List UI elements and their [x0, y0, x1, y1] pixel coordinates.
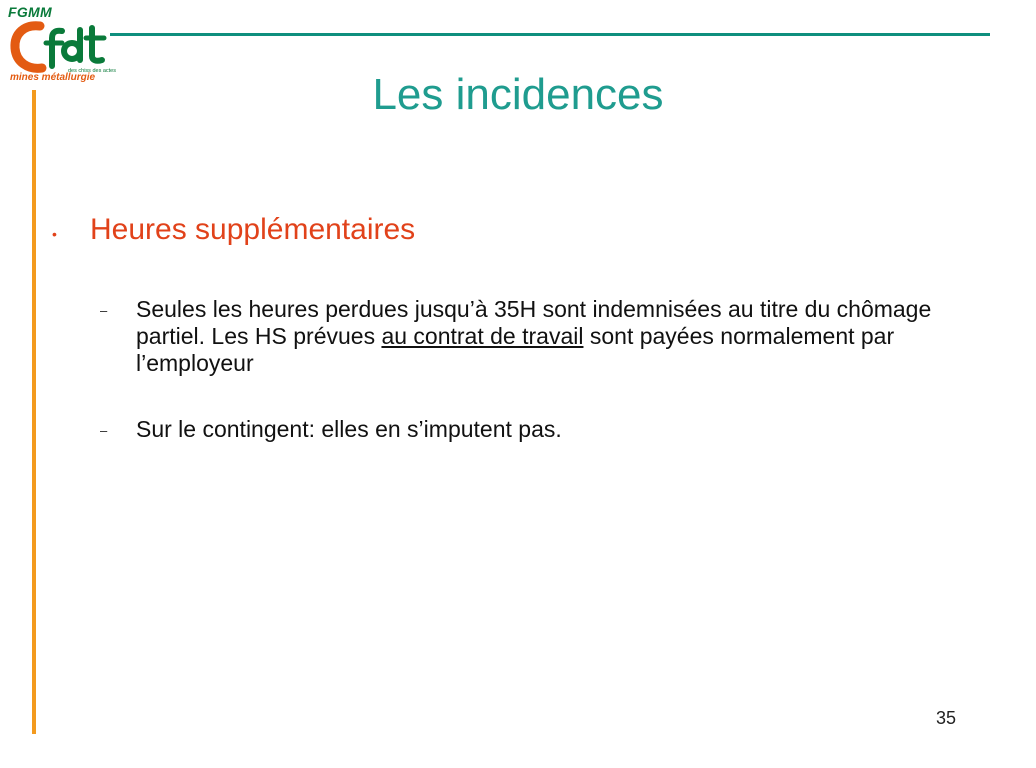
top-accent-line: [110, 33, 990, 36]
logo-subtitle: mines métallurgie: [10, 72, 96, 83]
sub-bullet-text-part-1: Seules les heures perdues jusqu’à 35H sont indemnisées au titre du chômage partiel. Les HS prévues: [136, 296, 932, 349]
logo-org-name: FGMM: [8, 4, 52, 20]
sub-bullet-marker: –: [100, 303, 108, 318]
sub-bullet-text: Sur le contingent: elles en s’imputent pas.: [136, 416, 562, 442]
page-number: 35: [936, 708, 957, 728]
bullet-text: Heures supplémentaires: [90, 213, 416, 246]
bullet-marker: •: [52, 226, 57, 242]
cfdt-logo-mark-icon: [10, 18, 116, 74]
slide-title: Les incidences: [372, 70, 664, 119]
underlined-phrase: au contrat de travail: [381, 323, 584, 349]
sub-bullet-text-part-2: sont payées normalement par l’employeur: [136, 323, 895, 376]
side-accent-line: [32, 90, 36, 734]
sub-bullet-marker: –: [100, 423, 108, 438]
logo-tagline: des chiss des actes: [68, 68, 116, 74]
sub-bullet-text: [136, 296, 960, 377]
